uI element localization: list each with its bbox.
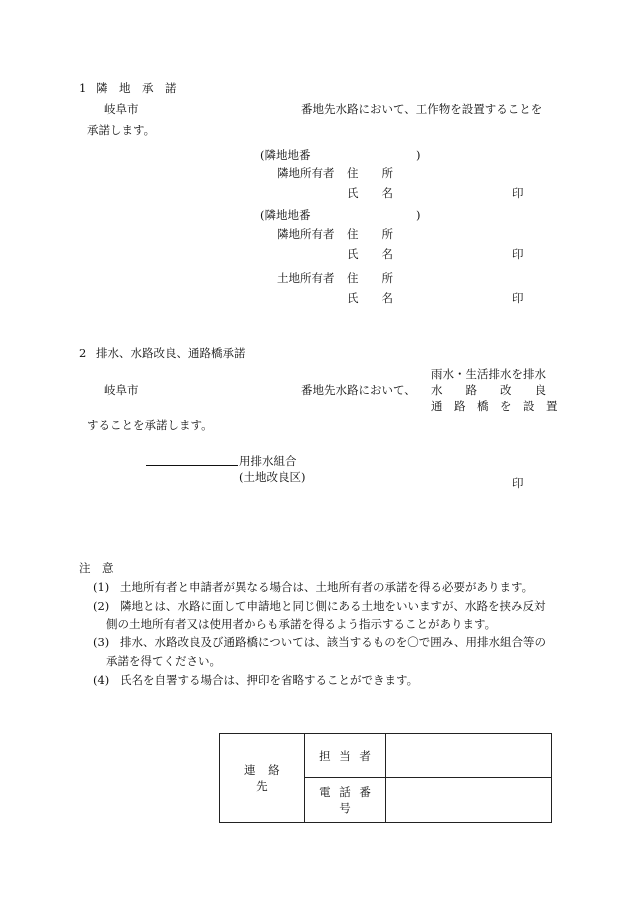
note-1-text: 土地所有者と申請者が異なる場合は、土地所有者の承諾を得る必要があります。 [120, 580, 534, 594]
section1-city: 岐阜市 [104, 102, 139, 116]
association-label: 用排水組合 [239, 454, 297, 468]
section1-heading: 隣 地 承 諾 [96, 81, 177, 95]
section2-option-waterway: 水 路 改 良 [431, 383, 546, 397]
block2-seal: 印 [512, 247, 524, 261]
note-2-text: 隣地とは、水路に面して申請地と同じ側にある土地をいいますが、水路を挟み反対 [120, 599, 546, 613]
block2-name-label: 氏 名 [347, 247, 393, 261]
note-2-text-cont: 側の土地所有者又は使用者からも承諾を得るよう指示することがあります。 [106, 617, 497, 631]
phone-number-label: 電話番号 [304, 778, 386, 823]
section1-location-text: 番地先水路において、工作物を設置することを [301, 102, 543, 116]
person-in-charge-label: 担当者 [304, 734, 386, 778]
note-3-text-cont: 承諾を得てください。 [106, 654, 221, 668]
block3-address-label: 住 所 [347, 271, 393, 285]
notes-title: 注 意 [79, 561, 114, 575]
block1-lot-open: (隣地地番 [260, 148, 311, 162]
contact-label: 連絡先 [220, 734, 305, 823]
phone-number-field[interactable] [386, 778, 552, 823]
section2-seal: 印 [512, 476, 524, 490]
block1-address-label: 住 所 [347, 166, 393, 180]
block2-address-label: 住 所 [347, 227, 393, 241]
association-name-blank [146, 465, 238, 466]
section2-option-bridge: 通 路 橋 を 設 置 [431, 399, 558, 413]
section2-number: 2 [79, 346, 87, 360]
block2-lot-close: ) [416, 208, 421, 222]
contact-table [219, 733, 552, 823]
block2-owner-label: 隣地所有者 [277, 227, 335, 241]
person-in-charge-field[interactable] [386, 734, 552, 778]
note-2-number: (2) [93, 599, 110, 613]
block2-lot-open: (隣地地番 [260, 208, 311, 222]
section2-location-text: 番地先水路において、 [301, 383, 416, 397]
block1-seal: 印 [512, 186, 524, 200]
section1-consent-text: 承諾します。 [87, 123, 156, 137]
note-1-number: (1) [93, 580, 110, 594]
section2-consent-text: することを承諾します。 [87, 418, 213, 432]
block1-lot-close: ) [416, 148, 421, 162]
block1-owner-label: 隣地所有者 [277, 166, 335, 180]
block3-seal: 印 [512, 291, 524, 305]
block1-name-label: 氏 名 [347, 186, 393, 200]
section2-city: 岐阜市 [104, 383, 139, 397]
association-alt-label: (土地改良区) [239, 470, 306, 484]
section1-number: 1 [79, 81, 87, 95]
note-3-number: (3) [93, 635, 110, 649]
note-3-text: 排水、水路改良及び通路橋については、該当するものを〇で囲み、用排水組合等の [120, 635, 546, 649]
section2-option-drainage: 雨水・生活排水を排水 [431, 367, 546, 381]
note-4-number: (4) [93, 673, 110, 687]
block3-owner-label: 土地所有者 [277, 271, 335, 285]
section2-heading: 排水、水路改良、通路橋承諾 [96, 346, 246, 360]
block3-name-label: 氏 名 [347, 291, 393, 305]
note-4-text: 氏名を自署する場合は、押印を省略することができます。 [120, 673, 419, 687]
